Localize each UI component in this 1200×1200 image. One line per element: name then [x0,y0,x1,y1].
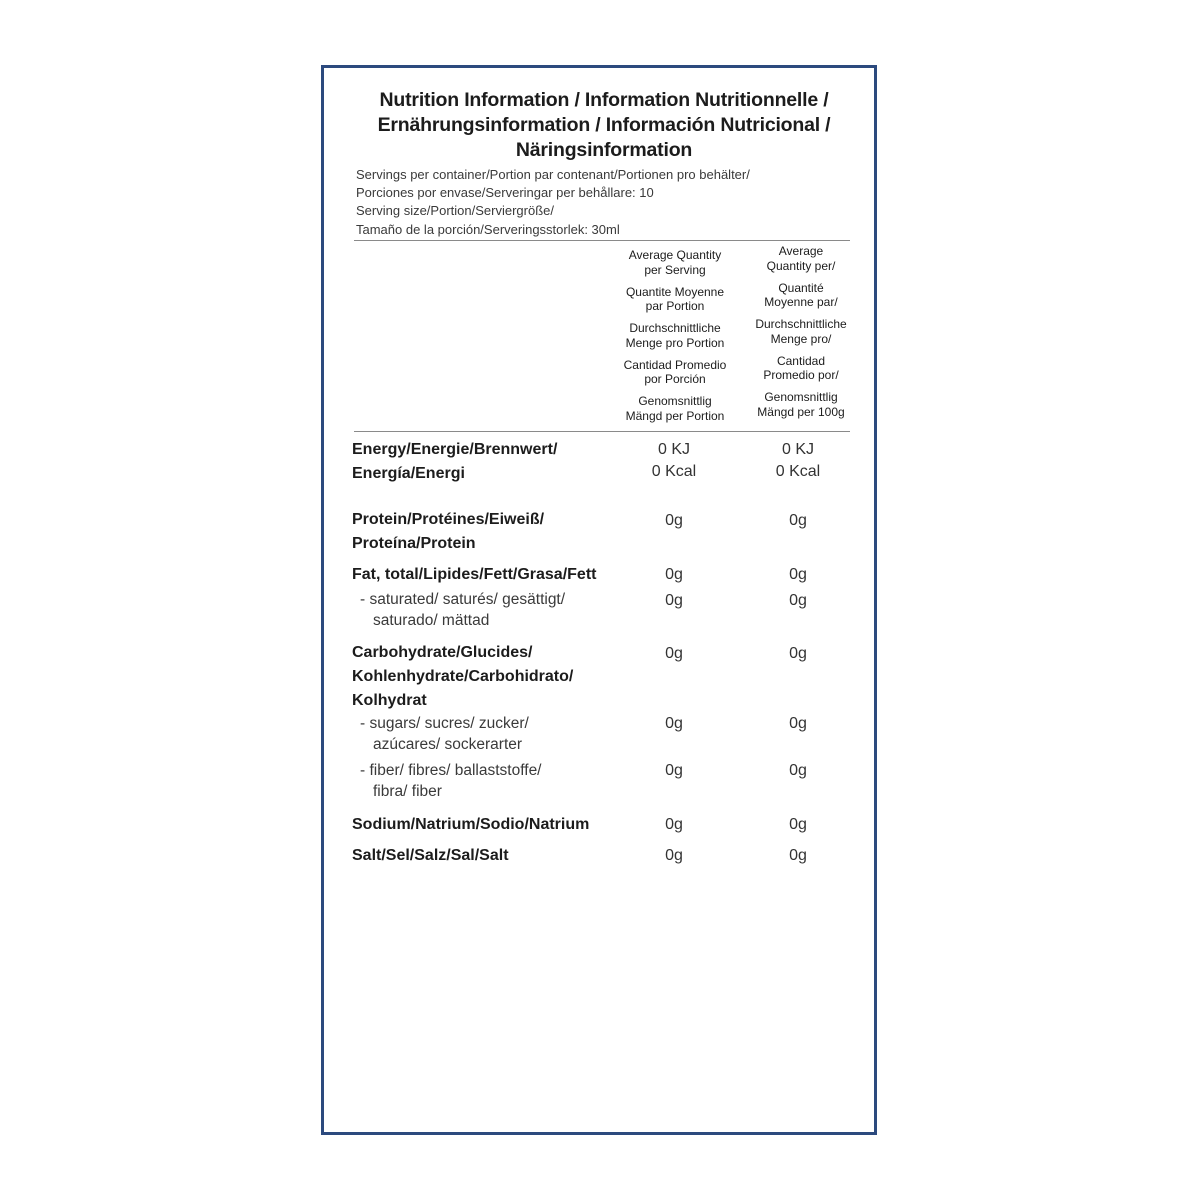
sodium-per100-value: 0g [789,816,807,833]
servings-per-container: Servings per container/Portion par contenant/Portionen pro behälter/ [356,167,750,182]
serving-size: Tamaño de la porción/Serveringsstorlek: 30ml [356,221,620,237]
title-line: Nutrition Information / Information Nutritionnelle / [379,89,829,111]
energy-per100-value: 0 KJ 0 Kcal [775,441,821,480]
serving-size: Serving size/Portion/Serviergröße/ [356,203,554,219]
sodium-serving-value: 0g [665,816,683,833]
fat-per100-value: 0g [789,566,807,583]
sugars-serving-value: 0g [665,715,683,732]
divider [354,431,850,432]
title-line: Näringsinformation [515,139,693,161]
carbohydrate-label: Carbohydrate/Glucides/ Kohlenhydrate/Carbohidrato/ Kolhydrat [352,644,574,709]
energy-label: Energy/Energie/Brennwert/ Energía/Energi [352,441,558,482]
nutrition-panel [321,65,877,1135]
servings-info [356,166,856,239]
sugars-per100-value: 0g [789,715,807,732]
fat-serving-value: 0g [665,566,683,583]
servings-per-container: Porciones por envase/Serveringar per behållare: 10 [356,185,654,201]
salt-per100-value: 0g [789,847,807,864]
fiber-per100-value: 0g [789,762,807,779]
column-header-per-serving: Average Quantity per Serving Quantite Moyenne par Portion Durchschnittliche Menge pro Portion Cantidad Promedio por Porción Genomsnittlig Mängd per Portion [623,248,727,423]
sodium-label: Sodium/Natrium/Sodio/Natrium [352,816,590,833]
sugars-label: - sugars/ sucres/ zucker/ azúcares/ sockerarter [360,715,529,753]
divider [354,240,850,241]
title-line: Ernährungsinformation / Información Nutricional / [377,114,831,136]
protein-serving-value: 0g [665,512,683,529]
salt-label: Salt/Sel/Salz/Sal/Salt [352,847,509,864]
saturated-per100-value: 0g [789,592,807,609]
saturated-serving-value: 0g [665,592,683,609]
fiber-label: - fiber/ fibres/ ballaststoffe/ fibra/ fiber [360,762,542,800]
fiber-serving-value: 0g [665,762,683,779]
carbohydrate-per100-value: 0g [789,645,807,662]
panel-title [354,88,854,163]
energy-serving-value: 0 KJ 0 Kcal [651,441,697,480]
column-header-per-100: Average Quantity per/ Quantité Moyenne par/ Durchschnittliche Menge pro/ Cantidad Promedio por/ Genomsnittlig Mängd per 100g [755,244,847,419]
saturated-label: - saturated/ saturés/ gesättigt/ saturado/ mättad [360,591,566,629]
protein-per100-value: 0g [789,512,807,529]
fat-label: Fat, total/Lipides/Fett/Grasa/Fett [352,566,597,583]
salt-serving-value: 0g [665,847,683,864]
carbohydrate-serving-value: 0g [665,645,683,662]
protein-label: Protein/Protéines/Eiweiß/ Proteína/Protein [352,511,545,552]
